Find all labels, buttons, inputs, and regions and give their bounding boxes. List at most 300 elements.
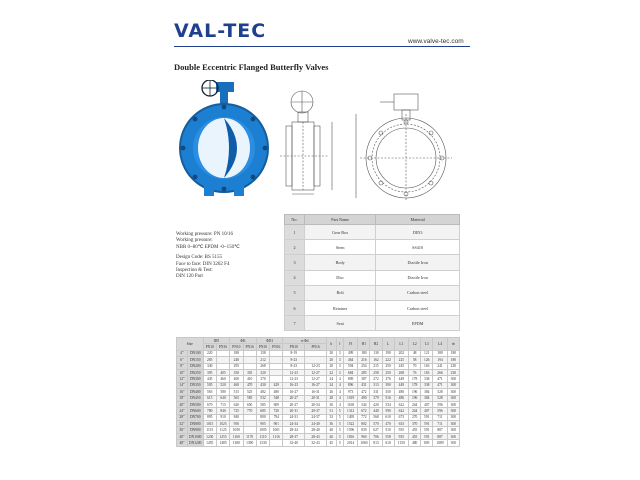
dims-cell: 410 xyxy=(243,376,256,382)
dims-cell: 420 xyxy=(370,401,382,407)
dims-cell: 30 xyxy=(326,401,336,407)
dims-cell: 300 xyxy=(447,401,459,407)
dims-cell: 1168 xyxy=(343,401,358,407)
dims-cell: 445 xyxy=(203,376,216,382)
dims-cell: 715 xyxy=(216,401,229,407)
dims-cell: 12-27 xyxy=(305,369,327,375)
dims-cell: 905 xyxy=(256,421,269,427)
parts-cell-material: SS410 xyxy=(376,240,460,255)
dims-cell: DN300 xyxy=(187,376,203,382)
dims-cell: 3 xyxy=(336,363,343,369)
dims-cell: 230 xyxy=(447,369,459,375)
dims-cell: 225 xyxy=(394,357,409,363)
dims-cell: 20-27 xyxy=(283,395,305,401)
dims-cell: 480 xyxy=(394,389,409,395)
dims-cell: 250 xyxy=(382,363,394,369)
dims-cell: 1001 xyxy=(270,427,283,433)
dims-cell: 20 xyxy=(326,363,336,369)
dims-subheader: PN16 xyxy=(243,344,256,350)
dims-cell: 121 xyxy=(421,350,433,356)
dims-cell: 4 xyxy=(336,395,343,401)
dims-cell: 28-37 xyxy=(283,433,305,439)
dims-cell: 609 xyxy=(270,401,283,407)
dims-cell: 805 xyxy=(421,440,433,446)
dims-cell: 285 xyxy=(358,369,370,375)
dims-cell: 196 xyxy=(409,395,421,401)
dims-header-h1: H1 xyxy=(358,338,370,351)
dims-cell: 190 xyxy=(382,350,394,356)
dims-cell: 482 xyxy=(256,389,269,395)
dims-cell: 464 xyxy=(343,357,358,363)
dims-cell: 620 xyxy=(230,401,243,407)
dims-cell: 272 xyxy=(370,376,382,382)
dims-cell: 370 xyxy=(409,421,421,427)
dims-cell: 622 xyxy=(394,401,409,407)
dims-cell: DN1200 xyxy=(189,440,202,445)
dims-cell: 528 xyxy=(433,395,448,401)
parts-row xyxy=(285,270,460,285)
dims-cell: 670 xyxy=(203,401,216,407)
dims-cell: 162 xyxy=(370,357,382,363)
dims-cell: 24-34 xyxy=(283,421,305,427)
dims-cell: 568 xyxy=(370,414,382,420)
dims-cell: 1522 xyxy=(343,421,358,427)
dims-cell: 800 xyxy=(256,414,269,420)
dims-cell: 1170 xyxy=(243,433,256,439)
dims-cell: 158 xyxy=(256,350,269,356)
parts-cell-name: Disc xyxy=(305,270,376,285)
dims-cell: 772 xyxy=(358,414,370,420)
dims-cell: 12-23 xyxy=(305,363,327,369)
parts-cell-material: Ductile Iron xyxy=(376,270,460,285)
dims-cell: 840 xyxy=(216,408,229,414)
dims-cell: 1025 xyxy=(216,421,229,427)
dims-header-h2: H2 xyxy=(370,338,382,351)
dims-cell: 430 xyxy=(256,382,269,388)
parts-cell-no: 6 xyxy=(285,300,305,315)
dims-cell: 130 xyxy=(370,350,382,356)
parts-cell-material: Ductile Iron xyxy=(376,255,460,270)
dims-cell: 300 xyxy=(447,414,459,420)
dims-cell: 548 xyxy=(270,395,283,401)
dims-cell: 300 xyxy=(447,440,459,446)
dims-cell: 1150 xyxy=(394,440,409,446)
dims-cell: 230 xyxy=(447,363,459,369)
dims-cell: DN600 xyxy=(187,408,203,414)
dims-cell: 300 xyxy=(447,421,459,427)
dims-cell: 245 xyxy=(394,363,409,369)
dims-cell: 300 xyxy=(447,382,459,388)
parts-header-name: Part Name xyxy=(305,215,376,225)
dims-cell: 440 xyxy=(370,408,382,414)
parts-row xyxy=(285,300,460,315)
dims-cell: 258 xyxy=(370,369,382,375)
dims-cell: 910 xyxy=(216,414,229,420)
dims-cell: 240 xyxy=(230,357,243,363)
dims-cell: 1255 xyxy=(216,433,229,439)
dims-cell: 10" xyxy=(177,369,188,375)
dims-cell: 268 xyxy=(394,369,409,375)
dims-header-l3: L3 xyxy=(421,338,433,351)
dims-cell: 794 xyxy=(270,414,283,420)
dims-cell: 28-43 xyxy=(305,433,327,439)
dims-cell: 622 xyxy=(394,408,409,414)
dims-cell: 163 xyxy=(421,369,433,375)
dims-cell: 455 xyxy=(409,427,421,433)
dims-cell: 5 xyxy=(336,440,343,446)
dims-cell: 244 xyxy=(409,408,421,414)
dims-cell: 1115 xyxy=(203,427,216,433)
dims-header-l2: L2 xyxy=(409,338,421,351)
parts-cell-material: Carbon steel xyxy=(376,285,460,300)
spec-line: Working pressure: xyxy=(176,238,213,244)
dims-cell: 6" xyxy=(177,357,188,363)
dims-cell: 20-37 xyxy=(305,408,327,414)
dims-cell: 28-40 xyxy=(305,427,327,433)
dims-cell: 300 xyxy=(447,376,459,382)
dims-cell: 300 xyxy=(447,395,459,401)
dims-cell: 520 xyxy=(216,382,229,388)
dims-cell: 711 xyxy=(433,421,448,427)
dims-cell: 591 xyxy=(421,433,433,439)
dims-cell: 350 xyxy=(230,369,243,375)
dims-cell: 1380 xyxy=(230,440,243,446)
dims-cell: 24-40 xyxy=(305,421,327,427)
dims-cell: DN250 xyxy=(187,369,203,375)
parts-row xyxy=(285,240,460,255)
dims-cell: 20" xyxy=(177,401,188,407)
spec-line: Face to face: DIN 3202 F4 xyxy=(176,261,230,267)
dims-cell: 8-19 xyxy=(283,350,305,356)
spec-line: Design Code: BS 5155 xyxy=(176,255,222,261)
dims-cell: DN700 xyxy=(187,414,203,420)
dims-cell: 585 xyxy=(243,395,256,401)
header-rule xyxy=(174,46,470,47)
dims-header-b: b xyxy=(326,338,336,351)
dims-cell: DN100 xyxy=(187,350,203,356)
dims-cell: 32-43 xyxy=(305,440,327,446)
parts-row xyxy=(285,285,460,300)
dims-cell: 178 xyxy=(409,376,421,382)
dims-cell: 5 xyxy=(336,408,343,414)
dims-cell: 633 xyxy=(394,421,409,427)
dims-cell: 1495 xyxy=(343,414,358,420)
dims-cell: 565 xyxy=(230,395,243,401)
dims-cell: 1455 xyxy=(203,440,216,446)
dims-cell: 8-23 xyxy=(283,357,305,363)
dims-cell: 973 xyxy=(343,389,358,395)
dims-cell: 16-27 xyxy=(305,382,327,388)
dims-cell: 480 xyxy=(409,440,421,446)
dims-cell: 486 xyxy=(394,395,409,401)
dims-cell: 40" xyxy=(177,433,188,439)
dims-cell: 1015 xyxy=(203,421,216,427)
dims-cell: 460 xyxy=(216,376,229,382)
dims-cell: 720 xyxy=(270,408,283,414)
dims-cell: 490 xyxy=(358,395,370,401)
dims-cell: 24-31 xyxy=(283,414,305,420)
dims-cell: 285 xyxy=(203,357,216,363)
parts-cell-material: DIN3 xyxy=(376,225,460,240)
dims-cell: 202 xyxy=(394,350,409,356)
parts-cell-no: 1 xyxy=(285,225,305,240)
dims-cell: 180 xyxy=(230,350,243,356)
dims-cell: 40 xyxy=(326,433,336,439)
dims-cell: 376 xyxy=(382,376,394,382)
dims-cell: 215 xyxy=(370,363,382,369)
dims-cell: DN400 xyxy=(187,389,203,395)
spec-line: NBR 0~80℃ EPDM -0~150℃ xyxy=(176,244,240,250)
dims-cell: 12-23 xyxy=(283,369,305,375)
dims-cell: 313 xyxy=(370,382,382,388)
dims-cell: 594 xyxy=(343,363,358,369)
dims-cell: 216 xyxy=(358,357,370,363)
dims-cell: 935 xyxy=(394,433,409,439)
dims-cell: 196 xyxy=(409,389,421,395)
dims-cell: 12-27 xyxy=(305,376,327,382)
parts-table xyxy=(284,214,460,331)
dims-cell: 1050 xyxy=(230,427,243,433)
valve-photo xyxy=(176,80,270,200)
parts-cell-no: 4 xyxy=(285,270,305,285)
dims-cell xyxy=(270,440,283,446)
dims-cell: 180 xyxy=(433,350,448,356)
dims-cell: 350 xyxy=(382,389,394,395)
dims-cell: 706 xyxy=(370,433,382,439)
dims-cell: 610 xyxy=(382,414,394,420)
dims-cell: 460 xyxy=(230,382,243,388)
dims-cell: 45 xyxy=(326,440,336,446)
dims-cell: 455 xyxy=(409,433,421,439)
dims-cell: 8-23 xyxy=(283,363,305,369)
dims-cell: DN350 xyxy=(187,382,203,388)
dims-cell: 395 xyxy=(203,369,216,375)
dims-header-h: H xyxy=(343,338,358,351)
spec-line: DIN 120 Part xyxy=(176,274,203,280)
dims-cell: 12-23 xyxy=(283,376,305,382)
dims-cell: 449 xyxy=(394,376,409,382)
dims-cell: 472 xyxy=(358,389,370,395)
dims-cell: DN900 xyxy=(187,427,203,433)
dims-cell: 194 xyxy=(433,357,448,363)
dims-cell: 5 xyxy=(336,433,343,439)
dims-row xyxy=(177,440,460,446)
dims-subheader: PN10 xyxy=(203,344,216,350)
dims-cell: 711 xyxy=(433,414,448,420)
parts-cell-material: EPDM xyxy=(376,316,460,331)
parts-cell-no: 3 xyxy=(285,255,305,270)
parts-row xyxy=(285,225,460,240)
dims-cell: 20-31 xyxy=(283,408,305,414)
dims-cell: 331 xyxy=(370,389,382,395)
dims-cell: 895 xyxy=(203,414,216,420)
dims-cell: 212 xyxy=(256,357,269,363)
dims-cell: 4 xyxy=(336,389,343,395)
dims-cell: 3 xyxy=(336,369,343,375)
dims-cell: 5 xyxy=(336,414,343,420)
dims-subheader: PN16 xyxy=(305,344,327,350)
dims-header-handwheel: ⊕ xyxy=(447,338,459,351)
dims-cell: 58 xyxy=(409,357,421,363)
dims-cell: DN200 xyxy=(187,363,203,369)
dims-cell: 8" xyxy=(177,363,188,369)
dims-cell: 266 xyxy=(433,369,448,375)
dims-cell: 596 xyxy=(433,401,448,407)
dims-header-d: ΦD xyxy=(203,338,230,344)
dims-cell: 840 xyxy=(230,414,243,420)
dims-cell: 532 xyxy=(256,395,269,401)
spec-line: Working pressure: PN 10/16 xyxy=(176,232,233,237)
parts-cell-material: Carbon steel xyxy=(376,300,460,315)
dims-cell: 470 xyxy=(382,421,394,427)
dims-cell: 1390 xyxy=(243,440,256,446)
dims-header-d1: ΦD1 xyxy=(256,338,283,344)
dims-cell: 405 xyxy=(216,369,229,375)
dims-cell: 180 xyxy=(358,350,370,356)
dims-cell: 241 xyxy=(433,363,448,369)
dims-cell: 295 xyxy=(230,363,243,369)
dims-cell: 565 xyxy=(203,389,216,395)
dims-cell: 534 xyxy=(382,401,394,407)
dims-cell: 33 xyxy=(326,414,336,420)
dims-cell: 270 xyxy=(409,414,421,420)
dims-cell: 1160 xyxy=(230,433,243,439)
dims-cell: 254 xyxy=(358,363,370,369)
dims-cell: 5 xyxy=(336,427,343,433)
dims-cell: 1816 xyxy=(343,433,358,439)
dims-cell: 3 xyxy=(336,357,343,363)
dims-cell: 580 xyxy=(216,389,229,395)
spec-line: Inspection & Test: xyxy=(176,268,213,274)
dims-cell: 4 xyxy=(336,401,343,407)
dims-cell: 640 xyxy=(216,395,229,401)
dims-cell: 24-37 xyxy=(305,414,327,420)
dims-cell: 4" xyxy=(177,350,188,356)
dims-cell: 570 xyxy=(370,421,382,427)
dims-cell: 70 xyxy=(409,363,421,369)
dims-cell: 24" xyxy=(177,408,188,414)
dims-cell: 32-40 xyxy=(283,440,305,446)
parts-cell-no: 7 xyxy=(285,316,305,331)
parts-cell-name: Seat xyxy=(305,316,376,331)
dims-cell: 887 xyxy=(433,427,448,433)
parts-header-no: No. xyxy=(285,215,305,225)
dims-cell: 684 xyxy=(343,369,358,375)
website-url[interactable]: www.valve-tec.com xyxy=(408,38,464,45)
dims-cell: 470 xyxy=(243,382,256,388)
dims-cell: 338 xyxy=(421,382,433,388)
dims-cell: 515 xyxy=(230,389,243,395)
dims-cell: 20-34 xyxy=(305,401,327,407)
dims-cell: 76 xyxy=(409,369,421,375)
dims-cell: 180 xyxy=(447,357,459,363)
dims-cell: 802 xyxy=(358,421,370,427)
dims-cell: 300 xyxy=(447,389,459,395)
dims-cell: 510 xyxy=(382,427,394,433)
parts-cell-name: Body xyxy=(305,255,376,270)
dims-header-size: Size xyxy=(177,338,204,351)
dims-cell: 1116 xyxy=(270,433,283,439)
dims-cell: 596 xyxy=(433,408,448,414)
dims-cell: DN800 xyxy=(187,421,203,427)
dims-cell: 24 xyxy=(326,382,336,388)
dims-cell: 887 xyxy=(433,433,448,439)
dims-cell: 585 xyxy=(256,401,269,407)
dims-cell: 1089 xyxy=(433,440,448,446)
side-view-drawing xyxy=(272,88,346,200)
dims-cell: 24 xyxy=(326,376,336,382)
dims-cell: 935 xyxy=(394,427,409,433)
dims-cell: 32" xyxy=(177,421,188,427)
parts-cell-name: Retainer xyxy=(305,300,376,315)
dims-cell: 516 xyxy=(382,395,394,401)
dims-cell: 950 xyxy=(230,421,243,427)
dims-cell: 528 xyxy=(433,389,448,395)
dims-cell: 591 xyxy=(421,427,433,433)
parts-cell-name: Bolt xyxy=(305,285,376,300)
dims-cell: 338 xyxy=(421,376,433,382)
dims-cell: 36" xyxy=(177,427,188,433)
dims-cell: 244 xyxy=(409,401,421,407)
dims-subheader: PN16 xyxy=(270,344,283,350)
dims-cell: 300 xyxy=(447,433,459,439)
dims-cell: 544 xyxy=(358,401,370,407)
dims-cell: 770 xyxy=(243,408,256,414)
dims-cell: 14" xyxy=(177,382,188,388)
dims-cell: 1125 xyxy=(216,427,229,433)
dims-header-l: L xyxy=(382,338,394,351)
dims-cell: 1230 xyxy=(203,433,216,439)
dims-cell: 672 xyxy=(358,408,370,414)
dims-cell: 16-27 xyxy=(283,389,305,395)
parts-row xyxy=(285,316,460,331)
specifications xyxy=(176,232,240,281)
dims-cell: 780 xyxy=(203,408,216,414)
dims-cell: 163 xyxy=(421,363,433,369)
dims-cell: 370 xyxy=(256,376,269,382)
dims-header-l1: L1 xyxy=(394,338,409,351)
dims-cell: 1596 xyxy=(343,427,358,433)
dims-cell: 809 xyxy=(343,376,358,382)
dims-cell: 300 xyxy=(447,427,459,433)
dims-cell: 429 xyxy=(270,382,283,388)
parts-cell-name: Gear Box xyxy=(305,225,376,240)
dims-cell: 178 xyxy=(409,382,421,388)
dims-cell: 387 xyxy=(358,376,370,382)
dims-header-nd: n-Φd xyxy=(283,338,327,344)
parts-cell-name: Stem xyxy=(305,240,376,255)
dims-cell: 813 xyxy=(370,440,382,446)
dims-cell: 431 xyxy=(358,382,370,388)
dims-cell: 591 xyxy=(421,414,433,420)
dims-cell: 250 xyxy=(382,369,394,375)
dims-cell: 960 xyxy=(358,433,370,439)
dims-cell: 22 xyxy=(326,369,336,375)
dims-cell: 20 xyxy=(326,350,336,356)
dims-cell: 390 xyxy=(382,382,394,388)
dims-cell: 1060 xyxy=(358,440,370,446)
dims-cell: 36 xyxy=(326,421,336,427)
front-view-drawing xyxy=(350,92,460,202)
dims-cell: DN150 xyxy=(187,357,203,363)
parts-row xyxy=(285,255,460,270)
dims-cell: 1019 xyxy=(343,395,358,401)
dims-subheader: PN10 xyxy=(230,344,243,350)
dims-cell: 1110 xyxy=(256,433,269,439)
dims-cell: 28 xyxy=(326,395,336,401)
parts-cell-no: 5 xyxy=(285,285,305,300)
page-title: Double Eccentric Flanged Butterfly Valves xyxy=(174,62,329,72)
